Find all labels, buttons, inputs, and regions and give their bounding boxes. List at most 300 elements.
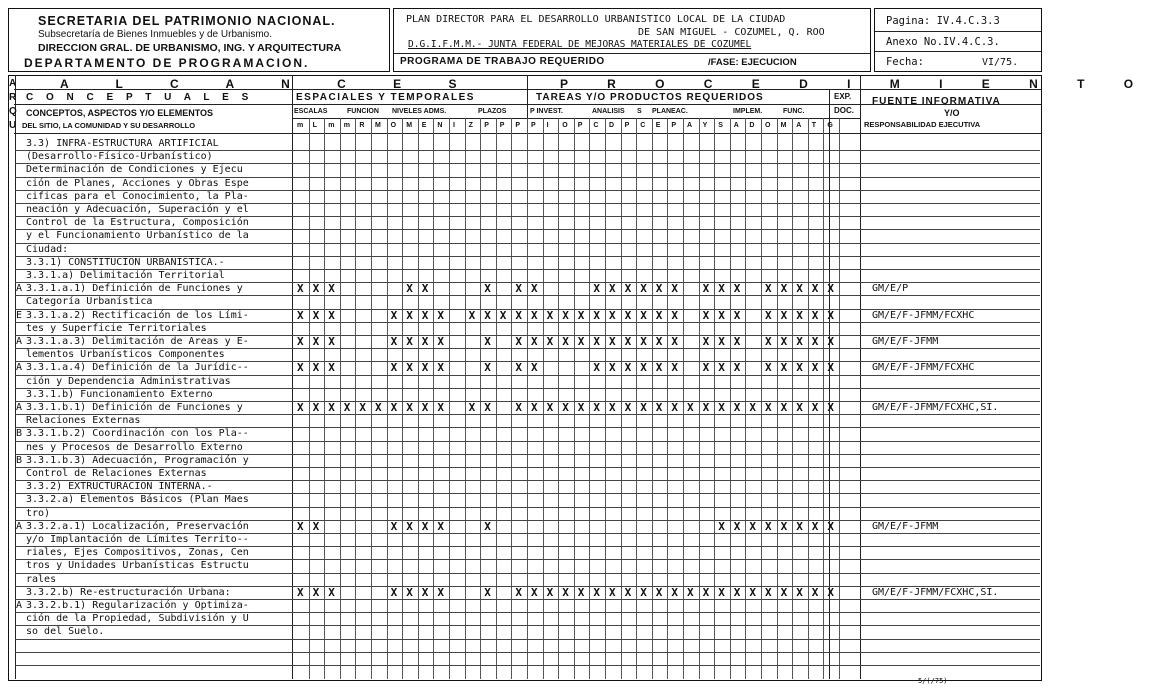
concept-row-text: 3.3.1.b.2) Coordinación con los Pla-- <box>26 428 249 440</box>
check-mark: X <box>390 519 398 533</box>
check-mark: X <box>702 361 710 375</box>
check-mark: X <box>765 519 772 533</box>
check-mark: X <box>671 335 679 348</box>
check-mark: X <box>328 401 335 414</box>
left-code-header-1: R <box>9 92 18 103</box>
check-mark: X <box>765 335 772 348</box>
sub-letter-28: A <box>733 122 739 129</box>
check-mark: X <box>671 585 679 599</box>
check-mark: X <box>484 282 491 296</box>
check-mark: X <box>718 335 725 348</box>
check-mark: X <box>593 282 601 296</box>
concept-row-text: 3.3.2) EXTRUCTURACION INTERNA.- <box>26 481 213 493</box>
check-mark: X <box>827 282 835 296</box>
check-mark: X <box>609 361 616 375</box>
left-code-header-0: A <box>9 78 18 89</box>
sub-letter-12: P <box>484 122 489 129</box>
left-code-header-3: U <box>9 120 18 131</box>
check-mark: X <box>437 519 445 533</box>
concept-row-text: 3.3.2.a) Elementos Básicos (Plan Maes <box>26 494 249 506</box>
check-mark: X <box>406 401 413 414</box>
check-mark: X <box>297 585 304 599</box>
check-mark: X <box>827 401 835 414</box>
annex-label: Anexo No.IV.4.C.3. <box>886 36 1000 48</box>
check-mark: X <box>702 401 710 414</box>
check-mark: X <box>406 519 413 533</box>
s-heading: S <box>637 108 642 115</box>
check-mark: X <box>733 585 741 599</box>
concept-row-text: 3.3.1.a.1) Definición de Funciones y <box>26 283 243 295</box>
check-mark: X <box>546 308 554 322</box>
agency-line-2: Subsecretaría de Bienes Inmuebles y de Urbanismo. <box>38 29 273 40</box>
check-mark: X <box>718 519 725 533</box>
check-mark: X <box>484 585 491 599</box>
row-line <box>15 639 1040 640</box>
sub-letter-22: C <box>640 122 646 129</box>
check-mark: X <box>468 308 476 322</box>
check-mark: X <box>406 308 413 322</box>
check-mark: X <box>796 282 803 296</box>
sub-letter-6: O <box>390 122 397 129</box>
exp-heading: EXP. <box>834 92 852 101</box>
concept-row-text: 3.3.1.b.1) Definición de Funciones y <box>26 402 243 413</box>
check-mark: X <box>749 519 757 533</box>
concept-row-text: neación y Adecuación, Superación y el <box>26 204 249 215</box>
check-mark: X <box>749 401 757 414</box>
sub-letter-16: I <box>546 122 549 129</box>
check-mark: X <box>733 282 741 296</box>
check-mark: X <box>796 585 803 599</box>
concept-row-text: Ciudad: <box>26 243 69 255</box>
check-mark: X <box>733 335 741 348</box>
analisis-heading: ANALISIS <box>592 108 625 115</box>
check-mark: X <box>733 401 741 414</box>
date-label: Fecha: <box>886 56 924 68</box>
concept-row-text: ción y Dependencia Administrativas <box>26 375 231 387</box>
check-mark: X <box>484 308 491 322</box>
concept-row-text: 3.3.2.a.1) Localización, Preservación <box>26 520 249 532</box>
check-mark: X <box>546 401 554 414</box>
concept-row-text: 3.3.2.b) Re-estructuración Urbana: <box>26 586 231 598</box>
sub-letter-27: S <box>718 122 723 129</box>
check-mark: X <box>640 401 647 414</box>
check-mark: X <box>406 585 413 599</box>
responsabilidad-heading: RESPONSABILIDAD EJECUTIVA <box>864 120 981 129</box>
concept-row-text: 3.3.1.a) Delimitación Territorial <box>26 270 225 281</box>
check-mark: X <box>562 401 569 414</box>
check-mark: X <box>328 585 335 599</box>
concept-row-text: tro) <box>26 507 51 519</box>
check-mark: X <box>718 282 725 296</box>
conceptos-heading-1: CONCEPTOS, ASPECTOS Y/O ELEMENTOS <box>26 108 214 118</box>
check-mark: X <box>624 361 632 375</box>
plan-line-1: PLAN DIRECTOR PARA EL DESARROLLO URBANISTICO LOCAL DE LA CIUDAD <box>406 14 786 25</box>
check-mark: X <box>718 308 725 322</box>
check-mark: X <box>671 361 679 375</box>
sub-letter-19: C <box>593 122 599 129</box>
sub-letter-31: M <box>780 122 787 129</box>
check-mark: X <box>609 335 616 348</box>
check-mark: X <box>515 401 523 414</box>
check-mark: X <box>406 282 413 296</box>
plan-line-3: D.G.I.F.M.M.- JUNTA FEDERAL DE MEJORAS MATERIALES DE COZUMEL <box>408 39 752 50</box>
concept-row-text: Relaciones Externas <box>26 415 141 427</box>
concept-row-text: riales, Ejes Compositivos, Zonas, Cen <box>26 547 249 559</box>
check-mark: X <box>406 361 413 375</box>
left-code-header-2: Q <box>9 106 18 117</box>
check-mark: X <box>765 401 772 414</box>
check-mark: X <box>702 585 710 599</box>
sub-letter-20: D <box>609 122 615 129</box>
check-mark: X <box>375 401 382 414</box>
check-mark: X <box>593 308 601 322</box>
check-mark: X <box>312 335 320 348</box>
check-mark: X <box>827 519 835 533</box>
fuente-heading: FUENTE INFORMATIVA <box>872 96 1001 107</box>
check-mark: X <box>780 361 788 375</box>
check-mark: X <box>328 308 335 322</box>
check-mark: X <box>624 585 632 599</box>
sub-letter-3: m <box>343 122 351 129</box>
check-mark: X <box>702 308 710 322</box>
check-mark: X <box>796 401 803 414</box>
row-line <box>15 573 1040 574</box>
plan-line-2: DE SAN MIGUEL - COZUMEL, Q. ROO <box>638 27 825 38</box>
check-mark: X <box>406 335 413 348</box>
check-mark: X <box>484 335 491 348</box>
check-mark: X <box>437 308 445 322</box>
invest-heading: P INVEST. <box>530 108 563 115</box>
source-entry: GM/E/F-JFMM/FCXHC <box>872 309 975 321</box>
sub-letter-7: M <box>406 122 413 129</box>
yo-heading: Y/O <box>944 108 960 118</box>
concept-row-text: Control de la Estructura, Composición <box>26 217 249 229</box>
concept-row-text: 3.3.1.b.3) Adecuación, Programación y <box>26 454 249 466</box>
check-mark: X <box>390 585 398 599</box>
check-mark: X <box>593 361 601 375</box>
page-label: Pagina: IV.4.C.3.3 <box>886 15 1000 27</box>
check-mark: X <box>546 585 554 599</box>
planeac-heading: PLANEAC. <box>652 108 688 115</box>
check-mark: X <box>718 361 725 375</box>
check-mark: X <box>531 308 538 322</box>
sub-letter-10: I <box>453 122 455 129</box>
concept-row-text: 3.3.1) CONSTITUCION URBANISTICA.- <box>26 256 225 268</box>
check-mark: X <box>796 335 803 348</box>
row-code: B <box>16 454 23 466</box>
row-code: A <box>16 600 23 611</box>
sub-letter-8: E <box>421 122 427 129</box>
source-entry: GM/E/F-JFMM/FCXHC,SI. <box>872 402 999 413</box>
date-value: VI/75. <box>982 57 1019 68</box>
check-mark: X <box>624 335 632 348</box>
concept-row-text: y el Funcionamiento Urbanístico de la <box>26 230 249 242</box>
sub-letter-21: P <box>624 122 630 129</box>
plazos-heading: PLAZOS <box>478 108 507 115</box>
check-mark: X <box>624 282 632 296</box>
check-mark: X <box>421 308 429 322</box>
check-mark: X <box>733 519 741 533</box>
check-mark: X <box>796 361 803 375</box>
check-mark: X <box>390 308 398 322</box>
concept-row-text: 3.3.1.a.2) Rectificación de los Lími- <box>26 309 249 321</box>
check-mark: X <box>328 282 335 296</box>
concept-row-text: so del Suelo. <box>26 626 105 638</box>
row-code: A <box>16 362 23 374</box>
row-code: A <box>16 336 23 347</box>
check-mark: X <box>780 585 788 599</box>
check-mark: X <box>484 401 491 414</box>
sub-letter-26: Y <box>702 122 708 129</box>
row-code: A <box>16 402 23 413</box>
hdr-line-3 <box>292 118 860 119</box>
check-mark: X <box>765 308 772 322</box>
alcances-heading: A L C A N C E S <box>60 77 479 91</box>
concept-row-text: tes y Superficie Territoriales <box>26 322 207 334</box>
check-mark: X <box>733 308 741 322</box>
check-mark: X <box>609 308 616 322</box>
sub-letter-1: L <box>312 122 317 129</box>
sub-letter-34: G <box>827 122 833 129</box>
sub-letter-11: Z <box>468 122 473 129</box>
check-mark: X <box>390 335 398 348</box>
check-mark: X <box>765 282 772 296</box>
concept-row-text: Determinación de Condiciones y Ejecu <box>26 164 243 176</box>
check-mark: X <box>827 308 835 322</box>
check-mark: X <box>297 308 304 322</box>
check-mark: X <box>640 282 647 296</box>
check-mark: X <box>297 401 304 414</box>
check-mark: X <box>780 308 788 322</box>
check-mark: X <box>437 361 445 375</box>
check-mark: X <box>312 361 320 375</box>
check-mark: X <box>827 361 835 375</box>
tareas-heading: TAREAS Y/O PRODUCTOS REQUERIDOS <box>536 92 764 103</box>
check-mark: X <box>624 401 632 414</box>
check-mark: X <box>624 308 632 322</box>
check-mark: X <box>655 335 663 348</box>
check-mark: X <box>577 335 585 348</box>
func-heading: FUNC. <box>783 108 805 115</box>
sub-letter-0: m <box>297 122 304 129</box>
check-mark: X <box>312 401 320 414</box>
check-mark: X <box>671 308 679 322</box>
check-mark: X <box>811 519 819 533</box>
check-mark: X <box>577 585 585 599</box>
row-code: B <box>16 428 23 440</box>
check-mark: X <box>577 401 585 414</box>
fuente-divider <box>860 75 861 679</box>
check-mark: X <box>484 361 491 375</box>
check-mark: X <box>421 585 429 599</box>
row-code: E <box>16 309 23 321</box>
program-label: PROGRAMA DE TRABAJO REQUERIDO <box>400 56 605 67</box>
row-line <box>15 625 1040 626</box>
check-mark: X <box>640 361 647 375</box>
check-mark: X <box>609 401 616 414</box>
row-code: A <box>16 283 23 295</box>
concept-row-text: cificas para el Conocimiento, la Pla- <box>26 190 249 202</box>
concept-row-text: 3.3.1.b) Funcionamiento Externo <box>26 388 213 400</box>
check-mark: X <box>484 519 491 533</box>
footer-note: 5/(/75) <box>918 677 948 685</box>
check-mark: X <box>297 282 304 296</box>
sub-letter-5: M <box>375 122 381 129</box>
sub-letter-33: T <box>811 122 817 129</box>
concept-row-text: y/o Implantación de Límites Territo-- <box>26 534 249 545</box>
check-mark: X <box>655 308 663 322</box>
page-divider-1 <box>875 31 1041 32</box>
agency-line-3: DIRECCION GRAL. DE URBANISMO, ING. Y ARQUITECTURA <box>38 42 342 54</box>
check-mark: X <box>562 335 569 348</box>
check-mark: X <box>562 585 569 599</box>
sub-letter-24: P <box>671 122 677 129</box>
source-entry: GM/E/F-JFMM/FCXHC,SI. <box>872 586 999 598</box>
check-mark: X <box>765 585 772 599</box>
check-mark: X <box>718 401 725 414</box>
row-line <box>15 507 1040 508</box>
check-mark: X <box>811 401 819 414</box>
check-mark: X <box>421 335 429 348</box>
sub-letter-13: P <box>499 122 505 129</box>
check-mark: X <box>531 335 538 348</box>
procedimiento-heading: P R O C E D I M I E N T O <box>560 77 1151 91</box>
check-mark: X <box>687 585 694 599</box>
concept-row-text: (Desarrollo-Físico-Urbanístico) <box>26 151 213 163</box>
check-mark: X <box>593 401 601 414</box>
check-mark: X <box>437 335 445 348</box>
sub-letter-2: m <box>328 122 335 129</box>
check-mark: X <box>328 361 335 375</box>
check-mark: X <box>390 361 398 375</box>
check-mark: X <box>297 361 304 375</box>
check-mark: X <box>343 401 351 414</box>
check-mark: X <box>515 282 523 296</box>
concept-row-text: tros y Unidades Urbanísticas Estructu <box>26 560 249 572</box>
check-mark: X <box>811 308 819 322</box>
check-mark: X <box>811 585 819 599</box>
check-mark: X <box>515 585 523 599</box>
concept-row-text: Categoría Urbanística <box>26 296 153 308</box>
check-mark: X <box>671 282 679 296</box>
check-mark: X <box>297 335 304 348</box>
check-mark: X <box>531 361 538 375</box>
concept-divider <box>292 75 293 679</box>
check-mark: X <box>780 282 788 296</box>
sub-letter-9: N <box>437 122 443 129</box>
check-mark: X <box>546 335 554 348</box>
check-mark: X <box>655 282 663 296</box>
check-mark: X <box>312 585 320 599</box>
check-mark: X <box>780 335 788 348</box>
check-mark: X <box>468 401 476 414</box>
check-mark: X <box>609 585 616 599</box>
check-mark: X <box>655 401 663 414</box>
row-line <box>15 665 1040 666</box>
row-line <box>15 295 1040 296</box>
check-mark: X <box>562 308 569 322</box>
sub-letter-15: P <box>531 122 536 129</box>
check-mark: X <box>297 519 304 533</box>
check-mark: X <box>655 361 663 375</box>
check-mark: X <box>312 308 320 322</box>
check-mark: X <box>312 519 320 533</box>
concept-row-text: rales <box>26 573 57 585</box>
check-mark: X <box>421 282 429 296</box>
check-mark: X <box>811 361 819 375</box>
concept-row-text: 3.3.1.a.3) Delimitación de Areas y E- <box>26 336 249 347</box>
niveles-heading: NIVELES ADMS. <box>392 108 447 115</box>
concept-row-text: nes y Procesos de Desarrollo Externo <box>26 441 243 453</box>
check-mark: X <box>531 585 538 599</box>
sub-letter-23: E <box>655 122 661 129</box>
sub-letter-25: A <box>687 122 693 129</box>
agency-line-4: DEPARTAMENTO DE PROGRAMACION. <box>24 56 310 70</box>
espaciales-heading: ESPACIALES Y TEMPORALES <box>296 92 475 103</box>
page-divider-2 <box>875 51 1041 52</box>
check-mark: X <box>827 335 835 348</box>
check-mark: X <box>515 361 523 375</box>
check-mark: X <box>702 335 710 348</box>
check-mark: X <box>796 519 803 533</box>
plan-divider <box>394 53 870 54</box>
agency-line-1: SECRETARIA DEL PATRIMONIO NACIONAL. <box>38 14 336 28</box>
row-line <box>15 652 1040 653</box>
source-entry: GM/E/P <box>872 283 909 295</box>
check-mark: X <box>640 335 647 348</box>
concept-row-text: ción de Planes, Acciones y Obras Espe <box>26 177 249 189</box>
concept-row-text: lementos Urbanísticos Componentes <box>26 349 225 361</box>
check-mark: X <box>577 308 585 322</box>
sub-letter-32: A <box>796 122 802 129</box>
check-mark: X <box>437 401 445 414</box>
check-mark: X <box>718 585 725 599</box>
concept-row-text: 3.3.2.b.1) Regularización y Optimiza- <box>26 600 249 611</box>
check-mark: X <box>390 401 398 414</box>
check-mark: X <box>609 282 616 296</box>
check-mark: X <box>687 401 694 414</box>
source-entry: GM/E/F-JFMM <box>872 336 939 347</box>
sub-letter-29: D <box>749 122 755 129</box>
check-mark: X <box>811 282 819 296</box>
sub-letter-4: R <box>359 122 365 129</box>
check-mark: X <box>515 335 523 348</box>
funcion-heading: FUNCION <box>347 108 379 115</box>
sub-letter-18: P <box>577 122 583 129</box>
check-mark: X <box>702 282 710 296</box>
check-mark: X <box>749 585 757 599</box>
check-mark: X <box>811 335 819 348</box>
conceptuales-heading: C O N C E P T U A L E S <box>26 92 254 103</box>
check-mark: X <box>421 361 429 375</box>
check-mark: X <box>421 401 429 414</box>
escalas-heading: ESCALAS <box>294 108 328 115</box>
check-mark: X <box>796 308 803 322</box>
check-mark: X <box>531 401 538 414</box>
check-mark: X <box>640 308 647 322</box>
source-entry: GM/E/F-JFMM <box>872 520 939 532</box>
check-mark: X <box>312 282 320 296</box>
check-mark: X <box>421 519 429 533</box>
check-mark: X <box>780 401 788 414</box>
check-mark: X <box>359 401 367 414</box>
phase-label: /FASE: EJECUCION <box>708 57 797 68</box>
source-entry: GM/E/F-JFMM/FCXHC <box>872 362 975 374</box>
left-code-divider <box>15 75 16 679</box>
check-mark: X <box>827 585 835 599</box>
check-mark: X <box>531 282 538 296</box>
concept-row-text: Control de Relaciones Externas <box>26 468 207 479</box>
